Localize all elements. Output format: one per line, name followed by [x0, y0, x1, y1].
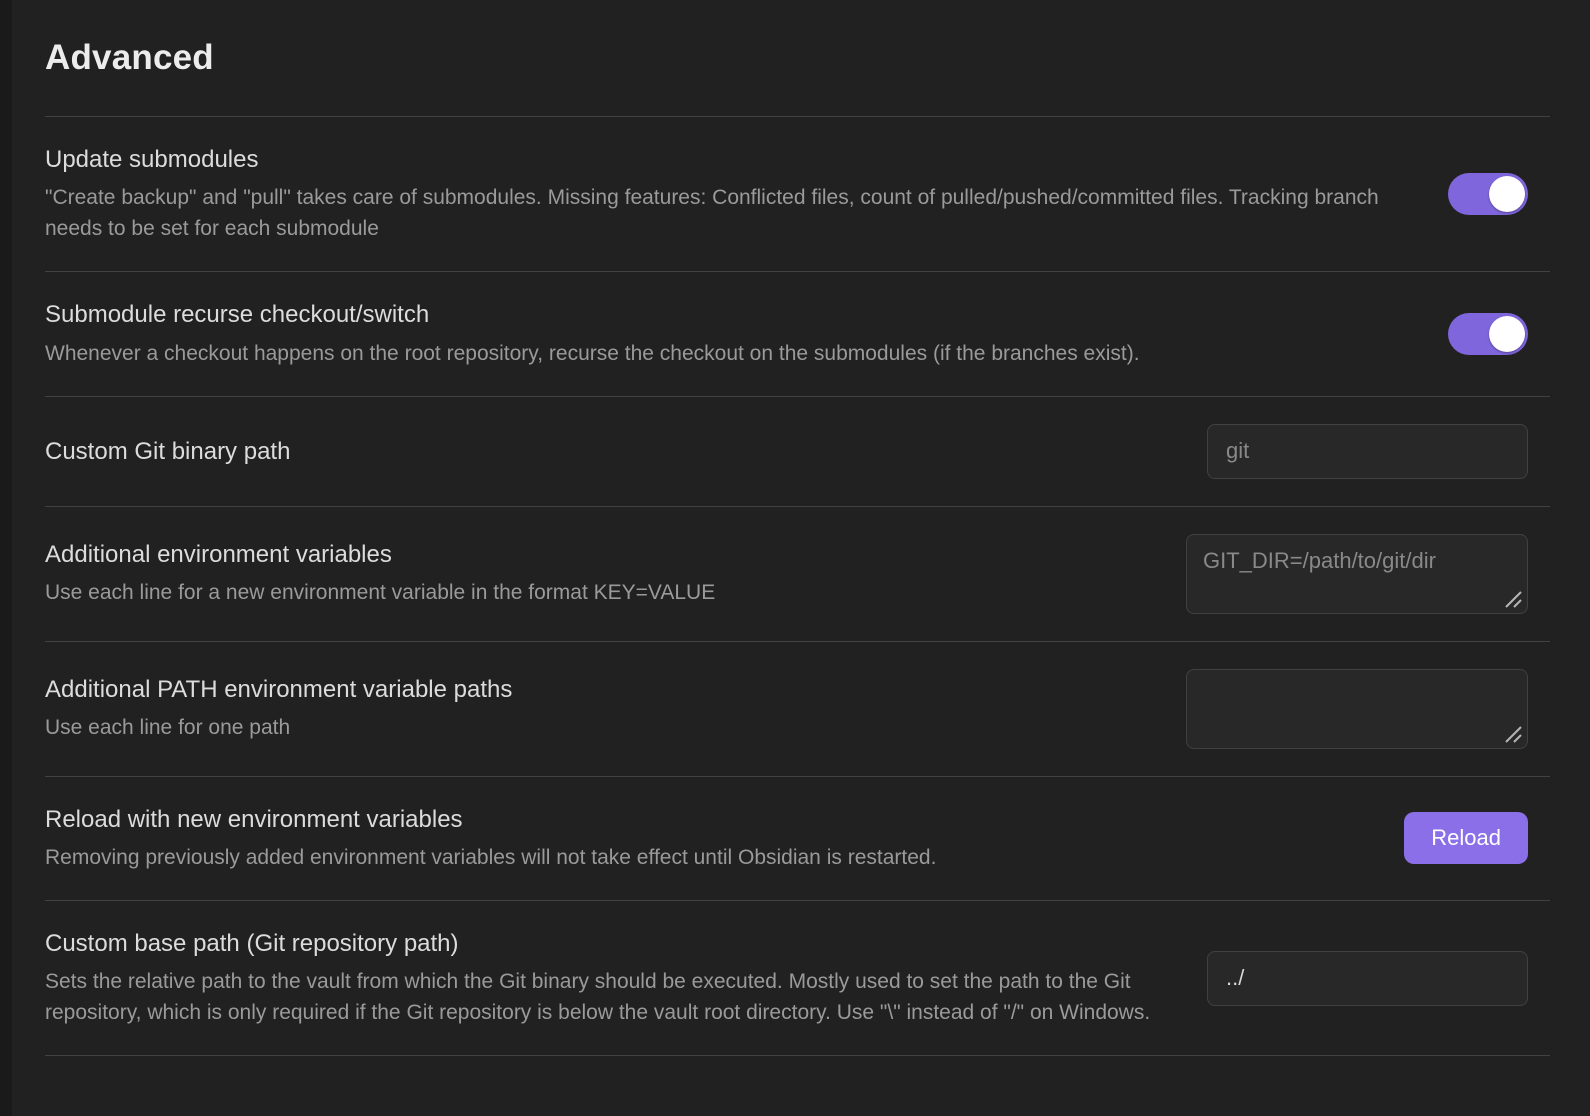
- setting-description: Sets the relative path to the vault from which the Git binary should be executed. Mostly used to set the path to the Git repository, which is only required if the Git repository is below the vault root directory. Use "\" instead of "/" on Windows.: [45, 970, 1151, 1025]
- resize-handle-icon[interactable]: [1505, 591, 1522, 608]
- setting-additional-env-variables: [45, 506, 1550, 641]
- toggle-knob: [1489, 316, 1525, 352]
- setting-description: Use each line for a new environment variable in the format KEY=VALUE: [45, 581, 716, 605]
- page-title: Advanced: [45, 38, 214, 77]
- setting-name: Additional environment variables: [45, 540, 392, 568]
- env-variables-textarea[interactable]: [1186, 534, 1528, 614]
- setting-description: Use each line for one path: [45, 716, 291, 740]
- setting-submodule-recurse-checkout: [45, 271, 1550, 395]
- panel-left-edge: [0, 0, 12, 1116]
- update-submodules-toggle[interactable]: [1448, 173, 1528, 215]
- setting-description: Whenever a checkout happens on the root repository, recurse the checkout on the submodules (if the branches exist).: [45, 341, 1140, 365]
- setting-name: Reload with new environment variables: [45, 805, 463, 833]
- reload-button[interactable]: Reload: [1404, 812, 1528, 864]
- setting-name: Update submodules: [45, 146, 259, 173]
- toggle-knob: [1489, 176, 1525, 212]
- setting-reload-env-variables: [45, 776, 1550, 900]
- setting-description: "Create backup" and "pull" takes care of submodules. Missing features: Conflicted files, count of pulled/pushed/committed files. Tracking branch needs to be set for each submodule: [45, 186, 1379, 241]
- settings-list: [45, 116, 1550, 1056]
- setting-custom-base-path: [45, 900, 1550, 1055]
- setting-additional-path-env-paths: [45, 641, 1550, 776]
- setting-custom-git-binary-path: [45, 396, 1550, 506]
- setting-name: Additional PATH environment variable paths: [45, 675, 513, 703]
- setting-name: Custom Git binary path: [45, 437, 291, 465]
- path-env-paths-textarea[interactable]: [1186, 669, 1528, 749]
- submodule-recurse-toggle[interactable]: [1448, 313, 1528, 355]
- setting-name: Submodule recurse checkout/switch: [45, 301, 430, 329]
- resize-handle-icon[interactable]: [1505, 726, 1522, 743]
- setting-update-submodules: [45, 116, 1550, 271]
- git-binary-path-input[interactable]: [1207, 424, 1528, 479]
- setting-name: Custom base path (Git repository path): [45, 929, 459, 957]
- base-path-input[interactable]: [1207, 951, 1528, 1006]
- setting-description: Removing previously added environment variables will not take effect until Obsidian is restarted.: [45, 845, 937, 869]
